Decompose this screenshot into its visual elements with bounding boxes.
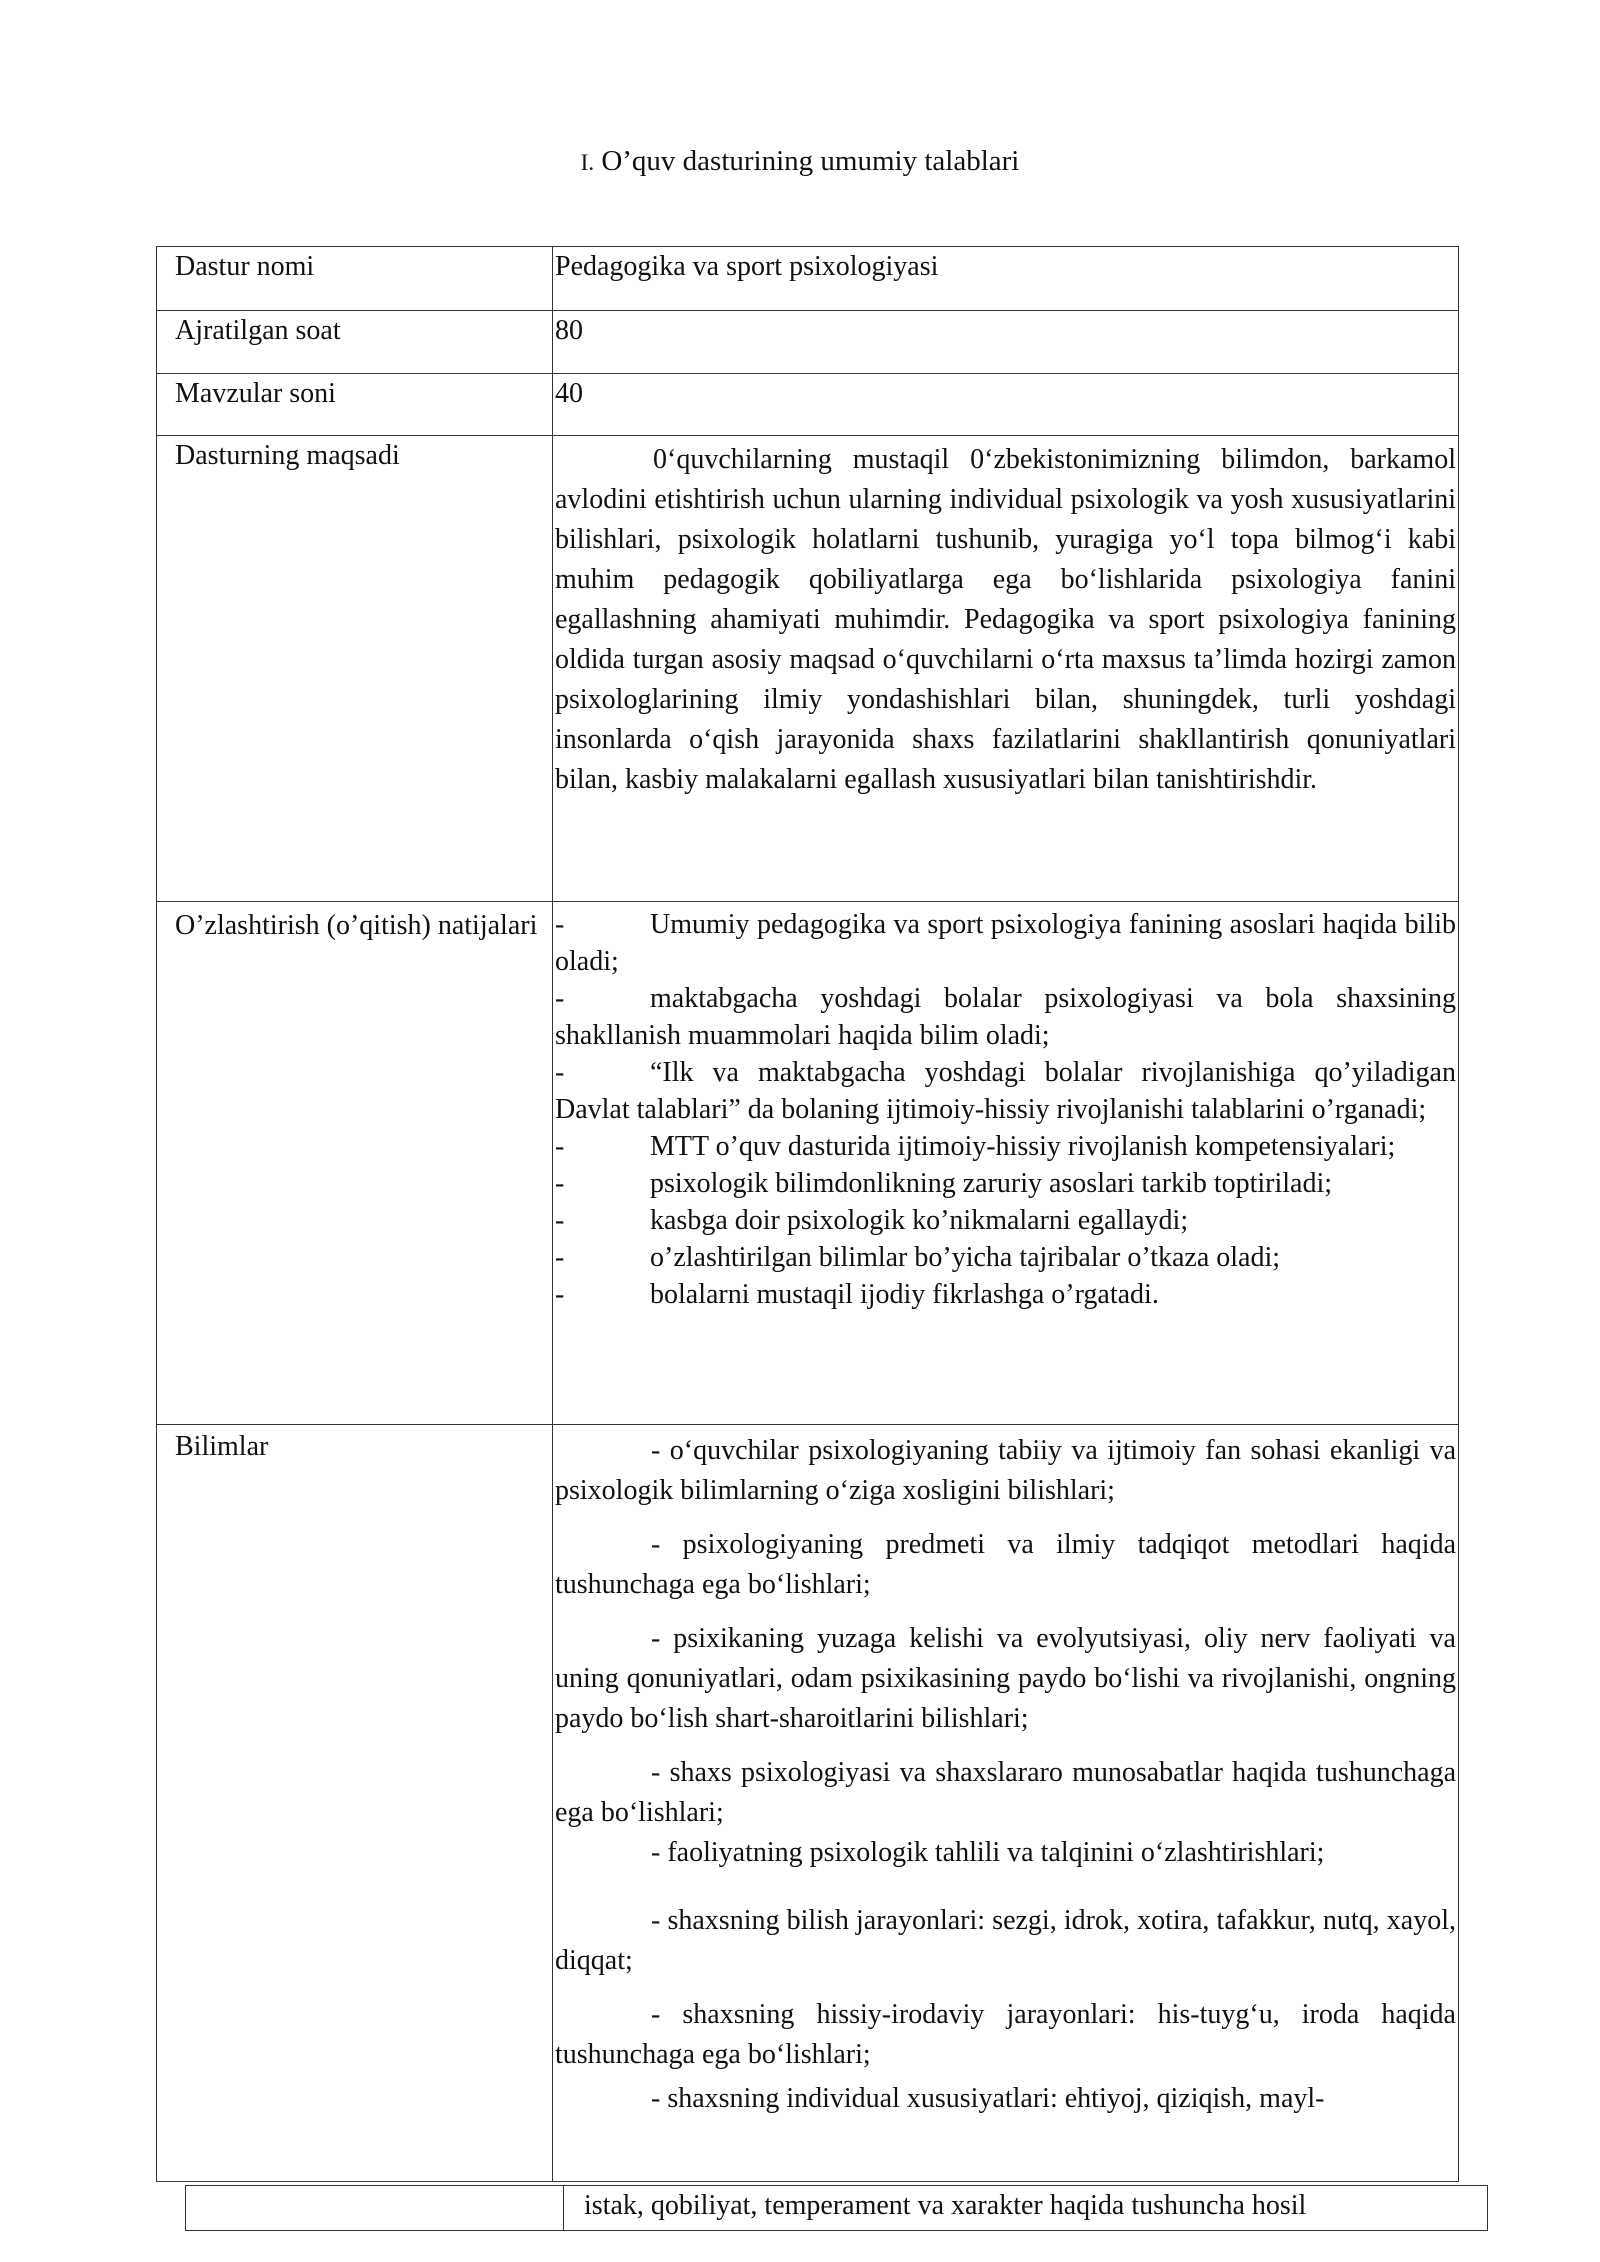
- row-label-bilimlar: Bilimlar: [157, 1425, 553, 2182]
- table-row: [157, 1425, 1459, 2182]
- list-item: [555, 1276, 1456, 1313]
- row-label-maqsad: Dasturning maqsadi: [157, 436, 553, 902]
- title-number: I.: [580, 150, 595, 175]
- dash-marker: -: [555, 909, 565, 940]
- list-item: - psixikaning yuzaga kelishi va evolyutsiyasi, oliy nerv faoliyati va uning qonuniyatlari, odam psixikasining paydo bo‘lishi va rivojlanishi, ongning paydo bo‘lish shart-sharoitlarini bilishlari;: [555, 1623, 1456, 1734]
- row-value-mavzular: 40: [553, 374, 1459, 436]
- dash-marker: -: [555, 1242, 565, 1273]
- table-row: [157, 902, 1459, 1425]
- list-item: - shaxsning individual xususiyatlari: ehtiyoj, qiziqish, mayl-: [651, 2083, 1325, 2114]
- row-label-mavzular: Mavzular soni: [157, 374, 553, 436]
- list-item: [555, 980, 1456, 1054]
- list-item: - shaxsning bilish jarayonlari: sezgi, idrok, xotira, tafakkur, nutq, xayol, diqqat;: [555, 1905, 1456, 1976]
- continuation-label-cell: [186, 2186, 564, 2230]
- dash-marker: -: [555, 1131, 565, 1162]
- list-item-text: MTT o’quv dasturida ijtimoiy-hissiy rivojlanish kompetensiyalari;: [650, 1131, 1396, 1162]
- continuation-text: istak, qobiliyat, temperament va xarakter haqida tushuncha hosil: [584, 2190, 1307, 2221]
- list-item: - psixologiyaning predmeti va ilmiy tadqiqot metodlari haqida tushunchaga ega bo‘lishlari;: [555, 1529, 1456, 1600]
- dash-marker: -: [555, 1168, 565, 1199]
- row-label-dastur-nomi: Dastur nomi: [157, 247, 553, 311]
- maqsad-paragraph: 0‘quvchilarning mustaqil 0‘zbekistonimizning bilimdon, barkamol avlodini etishtirish uchun ularning individual psixologik va yosh xususiyatlarini bilishlari, psixologik holatlarni tushunib, yuragiga yo‘l topa bilmog‘i kabi muhim pedagogik qobiliyatlarga ega bo‘lishlarida psixologiya fanini egallashning ahamiyati muhimdir. Pedagogika va sport psixologiya fanining oldida turgan asosiy maqsad o‘quvchilarni o‘rta maxsus ta’limda hozirgi zamon psixologlarining ilmiy yondashishlari bilan, shuningdek, turli yoshdagi insonlarda o‘qish jarayonida shaxs fazilatlarini shakllantirish qonuniyatlari bilan, kasbiy malakalarni egallash xususiyatlari bilan tanishtirishdir.: [555, 444, 1456, 795]
- row-value-dastur-nomi: Pedagogika va sport psixologiyasi: [553, 247, 1459, 311]
- program-table: [156, 246, 1459, 2182]
- bilimlar-list: [553, 1425, 1459, 2182]
- table-row: [157, 436, 1459, 902]
- title-text: O’quv dasturining umumiy talablari: [601, 145, 1020, 177]
- list-item-text: bolalarni mustaqil ijodiy fikrlashga o’rgatadi.: [650, 1279, 1159, 1310]
- list-item-text: “Ilk va maktabgacha yoshdagi bolalar rivojlanishiga qo’yiladigan Davlat talablari” da bolaning ijtimoiy-hissiy rivojlanishi talablarini o’rganadi;: [555, 1057, 1456, 1125]
- table-row: [157, 311, 1459, 374]
- list-item-text: o’zlashtirilgan bilimlar bo’yicha tajribalar o’tkaza oladi;: [650, 1242, 1281, 1273]
- row-label-natijalar: O’zlashtirish (o’qitish) natijalari: [157, 902, 553, 1425]
- list-item: [555, 1054, 1456, 1128]
- dash-marker: -: [555, 1279, 565, 1310]
- page-title: [0, 142, 1600, 182]
- table-row: [157, 247, 1459, 311]
- row-label-soat: Ajratilgan soat: [157, 311, 553, 374]
- list-item: [555, 906, 1456, 980]
- list-item: - shaxs psixologiyasi va shaxslararo munosabatlar haqida tushunchaga ega bo‘lishlari;: [555, 1757, 1456, 1828]
- natijalar-list: [553, 902, 1459, 1425]
- table-row: [157, 374, 1459, 436]
- list-item: - faoliyatning psixologik tahlili va talqinini o‘zlashtirishlari;: [651, 1837, 1325, 1868]
- list-item-text: Umumiy pedagogika va sport psixologiya fanining asoslari haqida bilib oladi;: [555, 909, 1456, 977]
- dash-marker: -: [555, 1057, 565, 1088]
- list-item: [555, 1165, 1456, 1202]
- list-item: - shaxsning hissiy-irodaviy jarayonlari: his-tuyg‘u, iroda haqida tushunchaga ega bo‘lishlari;: [555, 1999, 1456, 2070]
- list-item: - o‘quvchilar psixologiyaning tabiiy va ijtimoiy fan sohasi ekanligi va psixologik bilimlarning o‘ziga xosligini bilishlari;: [555, 1435, 1456, 1506]
- row-value-maqsad-cell: [553, 436, 1459, 902]
- list-item: [555, 1128, 1456, 1165]
- list-item-text: kasbga doir psixologik ko’nikmalarni egallaydi;: [650, 1205, 1189, 1236]
- row-value-soat: 80: [553, 311, 1459, 374]
- dash-marker: -: [555, 1205, 565, 1236]
- list-item: [555, 1239, 1456, 1276]
- continuation-row: [185, 2185, 1488, 2231]
- list-item-text: maktabgacha yoshdagi bolalar psixologiyasi va bola shaxsining shakllanish muammolari haqida bilim oladi;: [555, 983, 1456, 1051]
- dash-marker: -: [555, 983, 565, 1014]
- list-item: [555, 1202, 1456, 1239]
- list-item-text: psixologik bilimdonlikning zaruriy asoslari tarkib toptiriladi;: [650, 1168, 1333, 1199]
